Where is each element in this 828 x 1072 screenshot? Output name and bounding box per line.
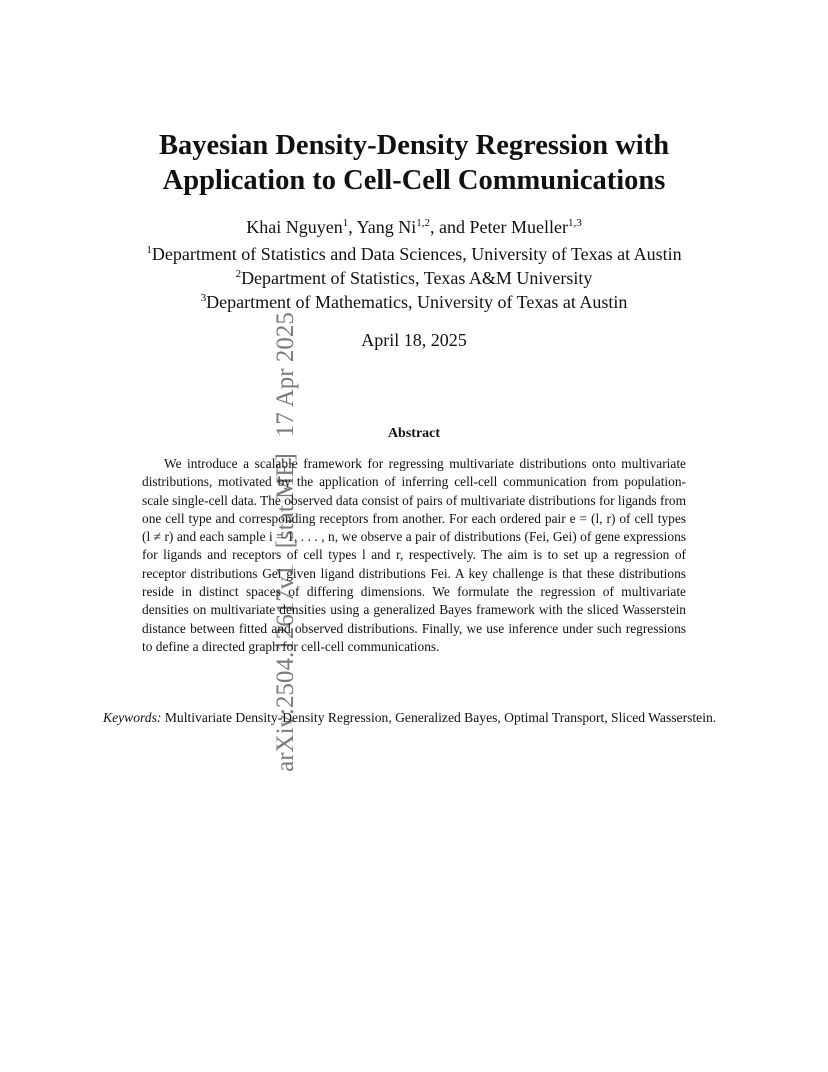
abstract-heading: Abstract: [387, 426, 441, 441]
arxiv-date: 17 Apr 2025: [272, 312, 299, 438]
title-line-2: Application to Cell-Cell Communications: [162, 165, 666, 196]
arxiv-id: arXiv:2504.12617v1: [272, 564, 299, 772]
affiliation-mark: 2: [235, 268, 242, 280]
keywords: [103, 709, 725, 728]
author-list: [90, 215, 738, 240]
affiliation-text: Department of Statistics, Texas A&M University: [241, 268, 593, 288]
paper-title: [100, 128, 728, 198]
affiliation-text: Department of Mathematics, University of Texas at Austin: [206, 292, 628, 312]
paper-date: April 18, 2025: [361, 330, 467, 350]
keywords-label: Keywords:: [103, 710, 162, 725]
author-name: Khai Nguyen: [246, 217, 343, 237]
author-affiliation-mark: 1: [342, 217, 349, 229]
arxiv-category: [stat.ME]: [272, 453, 299, 549]
affiliation-2: [90, 266, 738, 291]
affiliation-mark: 1: [146, 244, 152, 256]
author-name: Peter Mueller: [469, 217, 568, 237]
author-affiliation-mark: 1,3: [567, 217, 582, 229]
affiliation-1: [90, 242, 738, 267]
abstract-body: We introduce a scalable framework for regressing multivariate distributions onto multivariate distributions, motivated by the application of inferring cell-cell communication from population-scale single-cell data. The observed data consist of pairs of multivariate distributions for ligands from one cell type and corresponding receptors from another. For each ordered pair e = (l, r) of cell types (l ≠ r) and each sample i = 1, . . . , n, we observe a pair of distributions (Fei, Gei) of gene expressions for ligands and receptors of cell types l and r, respectively. The aim is to set up a regression of receptor distributions Gei given ligand distributions Fei. A key challenge is that these distributions reside in distinct spaces of differing dimensions. We formulate the regression of multivariate densities on multivariate densities using a generalized Bayes framework with the sliced Wasserstein distance between fitted and observed distributions. Finally, we use inference under such regressions to define a directed graph for cell-cell communications.: [142, 456, 686, 654]
title-line-1: Bayesian Density-Density Regression with: [158, 130, 670, 161]
affiliation-mark: 3: [200, 292, 207, 304]
affiliation-text: Department of Statistics and Data Sciences, University of Texas at Austin: [151, 244, 682, 264]
affiliation-3: [90, 290, 738, 315]
author-separator: ,: [348, 217, 357, 237]
author-name: Yang Ni: [356, 217, 417, 237]
author-separator: , and: [430, 217, 470, 237]
author-affiliation-mark: 1,2: [416, 217, 431, 229]
keywords-text: Multivariate Density-Density Regression, Generalized Bayes, Optimal Transport, Sliced Wasserstein.: [164, 710, 717, 725]
